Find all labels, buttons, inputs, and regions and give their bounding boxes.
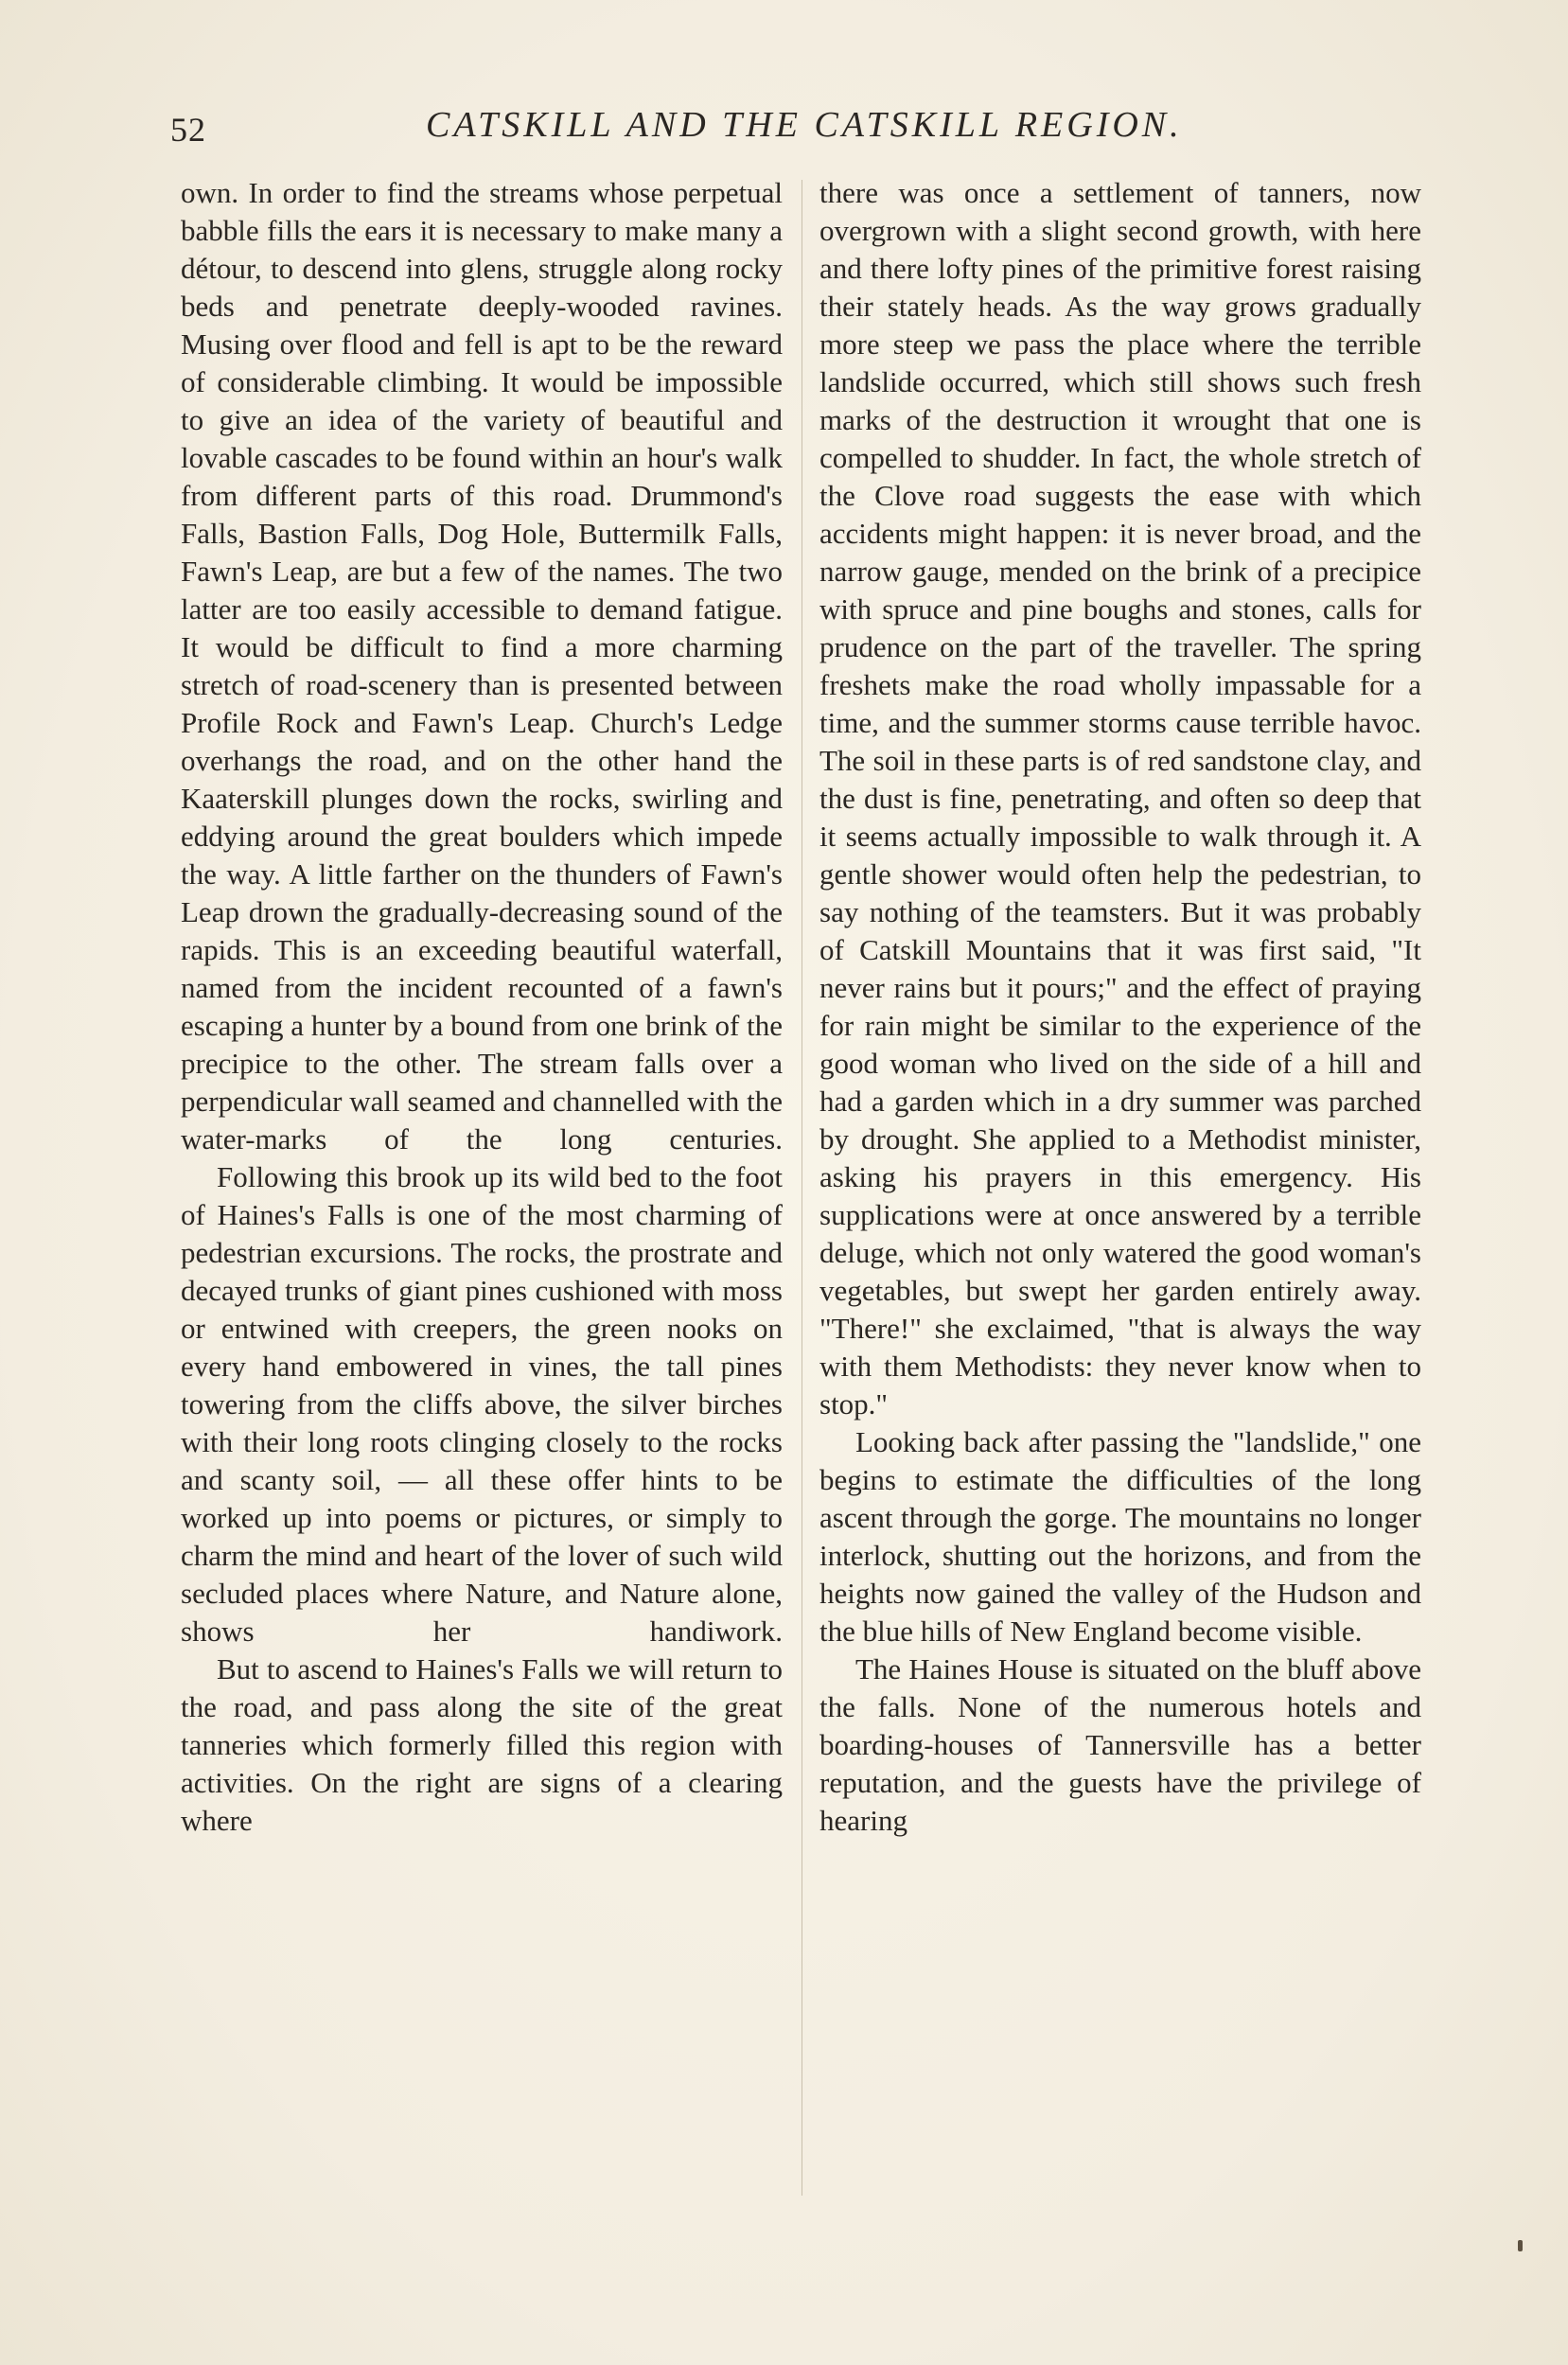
- ink-speck: [1518, 2240, 1523, 2251]
- paragraph: But to ascend to Haines's Falls we will return to the road, and pass along the site of the great tanneries which formerly filled this region with activities. On the right are signs of a clearing where: [181, 1652, 783, 1837]
- paragraph: Looking back after passing the "landslide," one begins to estimate the difficulties of the long ascent through the gorge. The mountains no longer interlock, shutting out the horizons, and from the heights now gained the valley of the Hudson and the blue hills of New England become visible.: [819, 1425, 1421, 1648]
- page-number: 52: [170, 111, 206, 149]
- paragraph: Following this brook up its wild bed to the foot of Haines's Falls is one of the most charming of pedestrian excursions. The rocks, the prostrate and decayed trunks of giant pines cushioned with moss or entwined with creepers, the green nooks on every hand embowered in vines, the tall pines towering from the cliffs above, the silver birches with their long roots clinging closely to the rocks and scanty soil, — all these offer hints to be worked up into poems or pictures, or simply to charm the mind and heart of the lover of such wild secluded places where Nature, and Nature alone, shows her handiwork.: [181, 1160, 783, 1648]
- running-title: CATSKILL AND THE CATSKILL REGION.: [426, 105, 1183, 145]
- right-column: [819, 174, 1421, 1840]
- page-header: [170, 104, 1419, 151]
- paragraph: there was once a settlement of tanners, now overgrown with a slight second growth, with here and there lofty pines of the primitive forest raising their stately heads. As the way grows gradually more steep we pass the place where the terrible landslide occurred, which still shows such fresh marks of the destruction it wrought that one is compelled to shudder. In fact, the whole stretch of the Clove road suggests the ease with which accidents might happen: it is never broad, and the narrow gauge, mended on the brink of a precipice with spruce and pine boughs and stones, calls for prudence on the part of the traveller. The spring freshets make the road wholly impassable for a time, and the summer storms cause terrible havoc. The soil in these parts is of red sandstone clay, and the dust is fine, penetrating, and often so deep that it seems actually impossible to walk through it. A gentle shower would often help the pedestrian, to say nothing of the teamsters. But it was probably of Catskill Mountains that it was first said, "It never rains but it pours;" and the effect of praying for rain might be similar to the experience of the good woman who lived on the side of a hill and had a garden which in a dry summer was parched by drought. She applied to a Methodist minister, asking his prayers in this emergency. His supplications were at once answered by a terrible deluge, which not only watered the good woman's vegetables, but swept her garden entirely away. "There!" she exclaimed, "that is always the way with them Methodists: they never know when to stop.": [819, 176, 1421, 1421]
- left-column: [181, 174, 783, 1840]
- paragraph: own. In order to find the streams whose perpetual babble fills the ears it is necessary to make many a détour, to descend into glens, struggle along rocky beds and penetrate deeply-wooded ravines. Musing over flood and fell is apt to be the reward of considerable climbing. It would be impossible to give an idea of the variety of beautiful and lovable cascades to be found within an hour's walk from different parts of this road. Drummond's Falls, Bastion Falls, Dog Hole, Buttermilk Falls, Fawn's Leap, are but a few of the names. The two latter are too easily accessible to demand fatigue. It would be difficult to find a more charming stretch of road-scenery than is presented between Profile Rock and Fawn's Leap. Church's Ledge overhangs the road, and on the other hand the Kaaterskill plunges down the rocks, swirling and eddying around the great boulders which impede the way. A little farther on the thunders of Fawn's Leap drown the gradually-decreasing sound of the rapids. This is an exceeding beautiful waterfall, named from the incident recounted of a fawn's escaping a hunter by a bound from one brink of the precipice to the other. The stream falls over a perpendicular wall seamed and channelled with the water-marks of the long centuries.: [181, 176, 783, 1156]
- paragraph: The Haines House is situated on the bluff above the falls. None of the numerous hotels and boarding-houses of Tannersville has a better reputation, and the guests have the privilege of hearing: [819, 1652, 1421, 1837]
